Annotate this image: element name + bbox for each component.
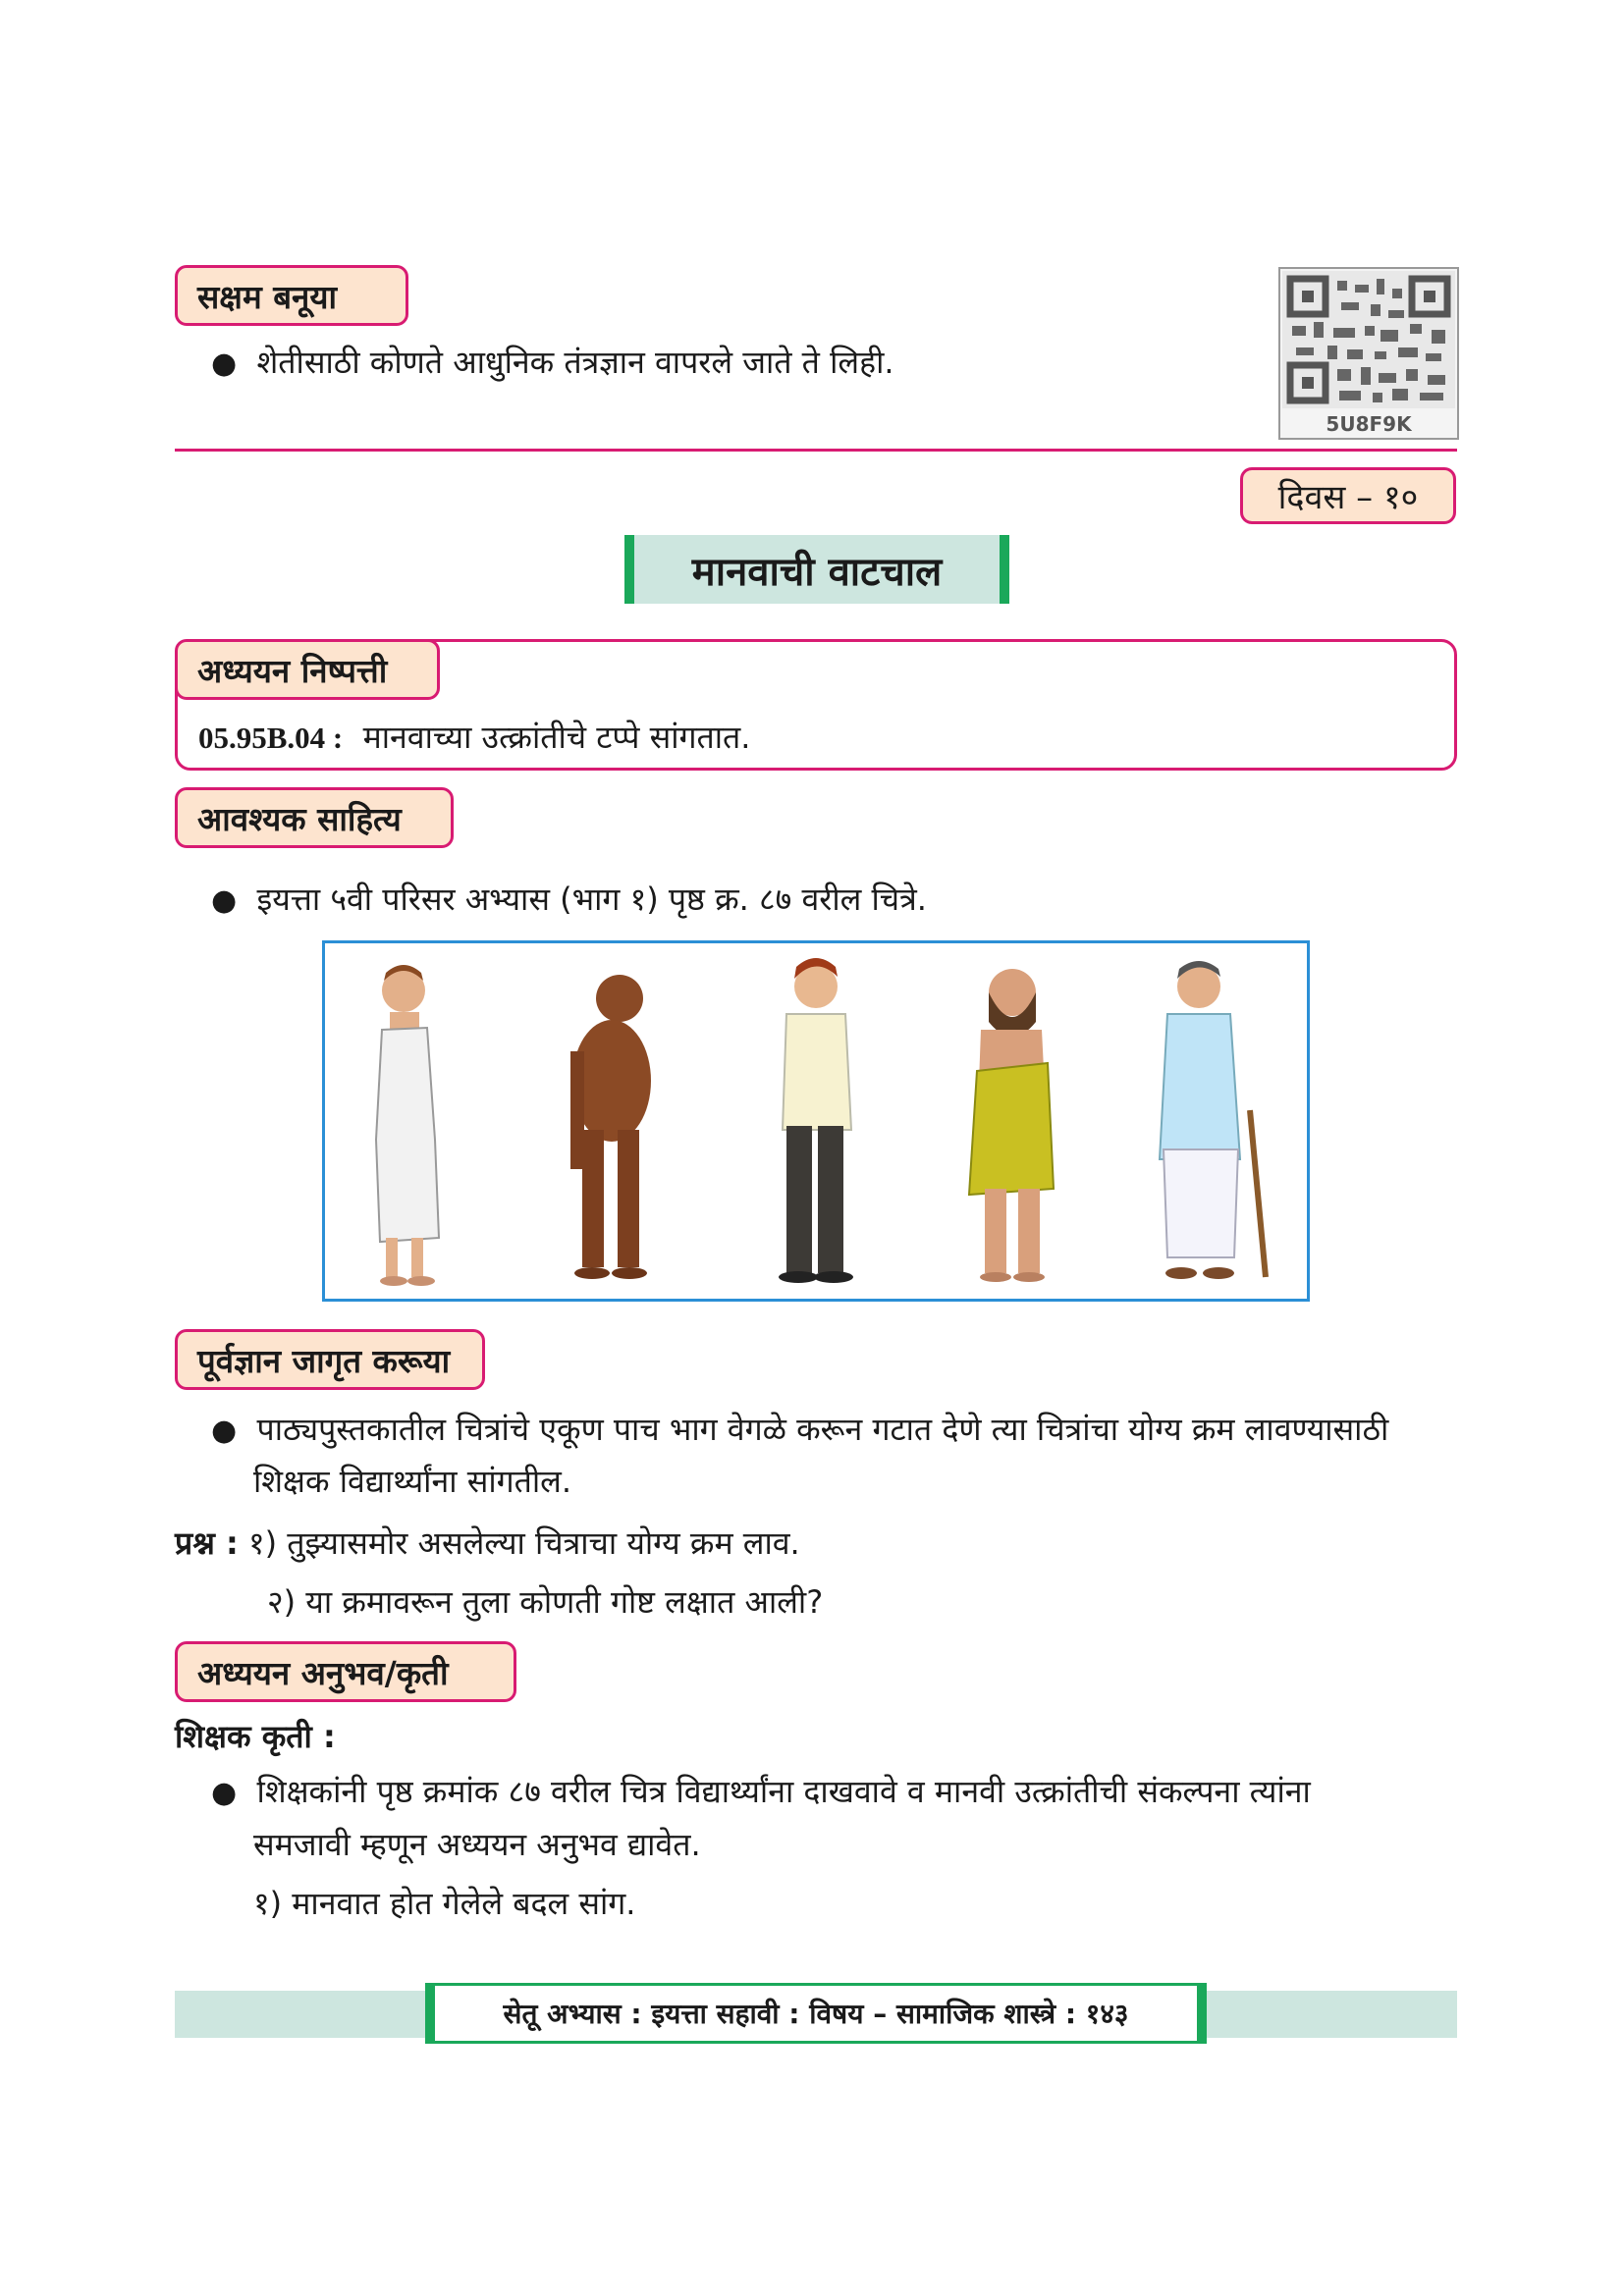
human-figures-icon bbox=[325, 943, 1307, 1299]
question-1: १) तुझ्यासमोर असलेल्या चित्राचा योग्य क्रम लाव. bbox=[247, 1524, 800, 1562]
bullet-icon: ● bbox=[211, 1414, 238, 1448]
activity-bullet-line2: समजावी म्हणून अध्ययन अनुभव द्यावेत. bbox=[253, 1826, 701, 1863]
prior-tag: पूर्वज्ञान जागृत करूया bbox=[175, 1329, 485, 1390]
evolution-illustration bbox=[322, 940, 1310, 1302]
prior-bullet-line1: पाठ्यपुस्तकातील चित्रांचे एकूण पाच भाग वेगळे करून गटात देणे त्या चित्रांचा योग्य क्रम लावण्यासाठी bbox=[256, 1411, 1389, 1448]
question-label: प्रश्न : bbox=[175, 1524, 239, 1562]
capable-bullet-row bbox=[211, 344, 894, 382]
day-badge: दिवस – १० bbox=[1240, 467, 1456, 524]
qr-code[interactable] bbox=[1278, 267, 1459, 440]
figure-ape-man bbox=[570, 975, 651, 1279]
outcome-row bbox=[198, 719, 750, 756]
section-divider bbox=[175, 449, 1457, 452]
lesson-title bbox=[624, 535, 1009, 604]
footer-text: सेतू अभ्यास : इयत्ता सहावी : विषय – सामाजिक शास्त्रे : १४३ bbox=[503, 1998, 1129, 2030]
activity-step-1: १) मानवात होत गेलेले बदल सांग. bbox=[253, 1885, 636, 1922]
bullet-icon: ● bbox=[211, 347, 238, 381]
prior-bullet-row bbox=[211, 1411, 1388, 1449]
activity-bullet-line1: शिक्षकांनी पृष्ठ क्रमांक ८७ वरील चित्र विद्यार्थ्यांना दाखवावे व मानवी उत्क्रांतीची संकल्पना त्यांना bbox=[256, 1773, 1311, 1810]
materials-tag: आवश्यक साहित्य bbox=[175, 787, 454, 848]
figure-man-with-stick bbox=[1160, 961, 1266, 1279]
teacher-label: शिक्षक कृती : bbox=[175, 1718, 336, 1755]
question-2: २) या क्रमावरून तुला कोणती गोष्ट लक्षात आली? bbox=[267, 1583, 824, 1621]
outcome-text: मानवाच्या उत्क्रांतीचे टप्पे सांगतात. bbox=[362, 719, 751, 756]
figure-robed-man bbox=[376, 965, 439, 1286]
outcome-code: 05.95B.04 : bbox=[198, 721, 344, 755]
lesson-title-text: मानवाची वाटचाल bbox=[691, 549, 943, 595]
materials-bullet-row bbox=[211, 881, 927, 919]
outcome-tag: अध्ययन निष्पत्ती bbox=[175, 639, 440, 700]
qr-code-label: 5U8F9K bbox=[1326, 412, 1412, 436]
bullet-icon: ● bbox=[211, 1776, 238, 1810]
figure-cave-man bbox=[969, 969, 1054, 1282]
figure-modern-man bbox=[779, 958, 853, 1283]
bullet-icon: ● bbox=[211, 883, 238, 918]
prior-bullet-line2: शिक्षक विद्यार्थ्यांना सांगतील. bbox=[253, 1463, 572, 1500]
question-row-1 bbox=[175, 1524, 800, 1562]
footer-box bbox=[425, 1983, 1207, 2044]
capable-tag: सक्षम बनूया bbox=[175, 265, 408, 326]
qr-pattern-icon bbox=[1282, 271, 1455, 408]
activity-bullet-row bbox=[211, 1773, 1311, 1811]
activity-tag: अध्ययन अनुभव/कृती bbox=[175, 1641, 516, 1702]
capable-bullet-text: शेतीसाठी कोणते आधुनिक तंत्रज्ञान वापरले जाते ते लिही. bbox=[256, 344, 894, 381]
materials-bullet-text: इयत्ता ५वी परिसर अभ्यास (भाग १) पृष्ठ क्र. ८७ वरील चित्रे. bbox=[256, 881, 927, 918]
